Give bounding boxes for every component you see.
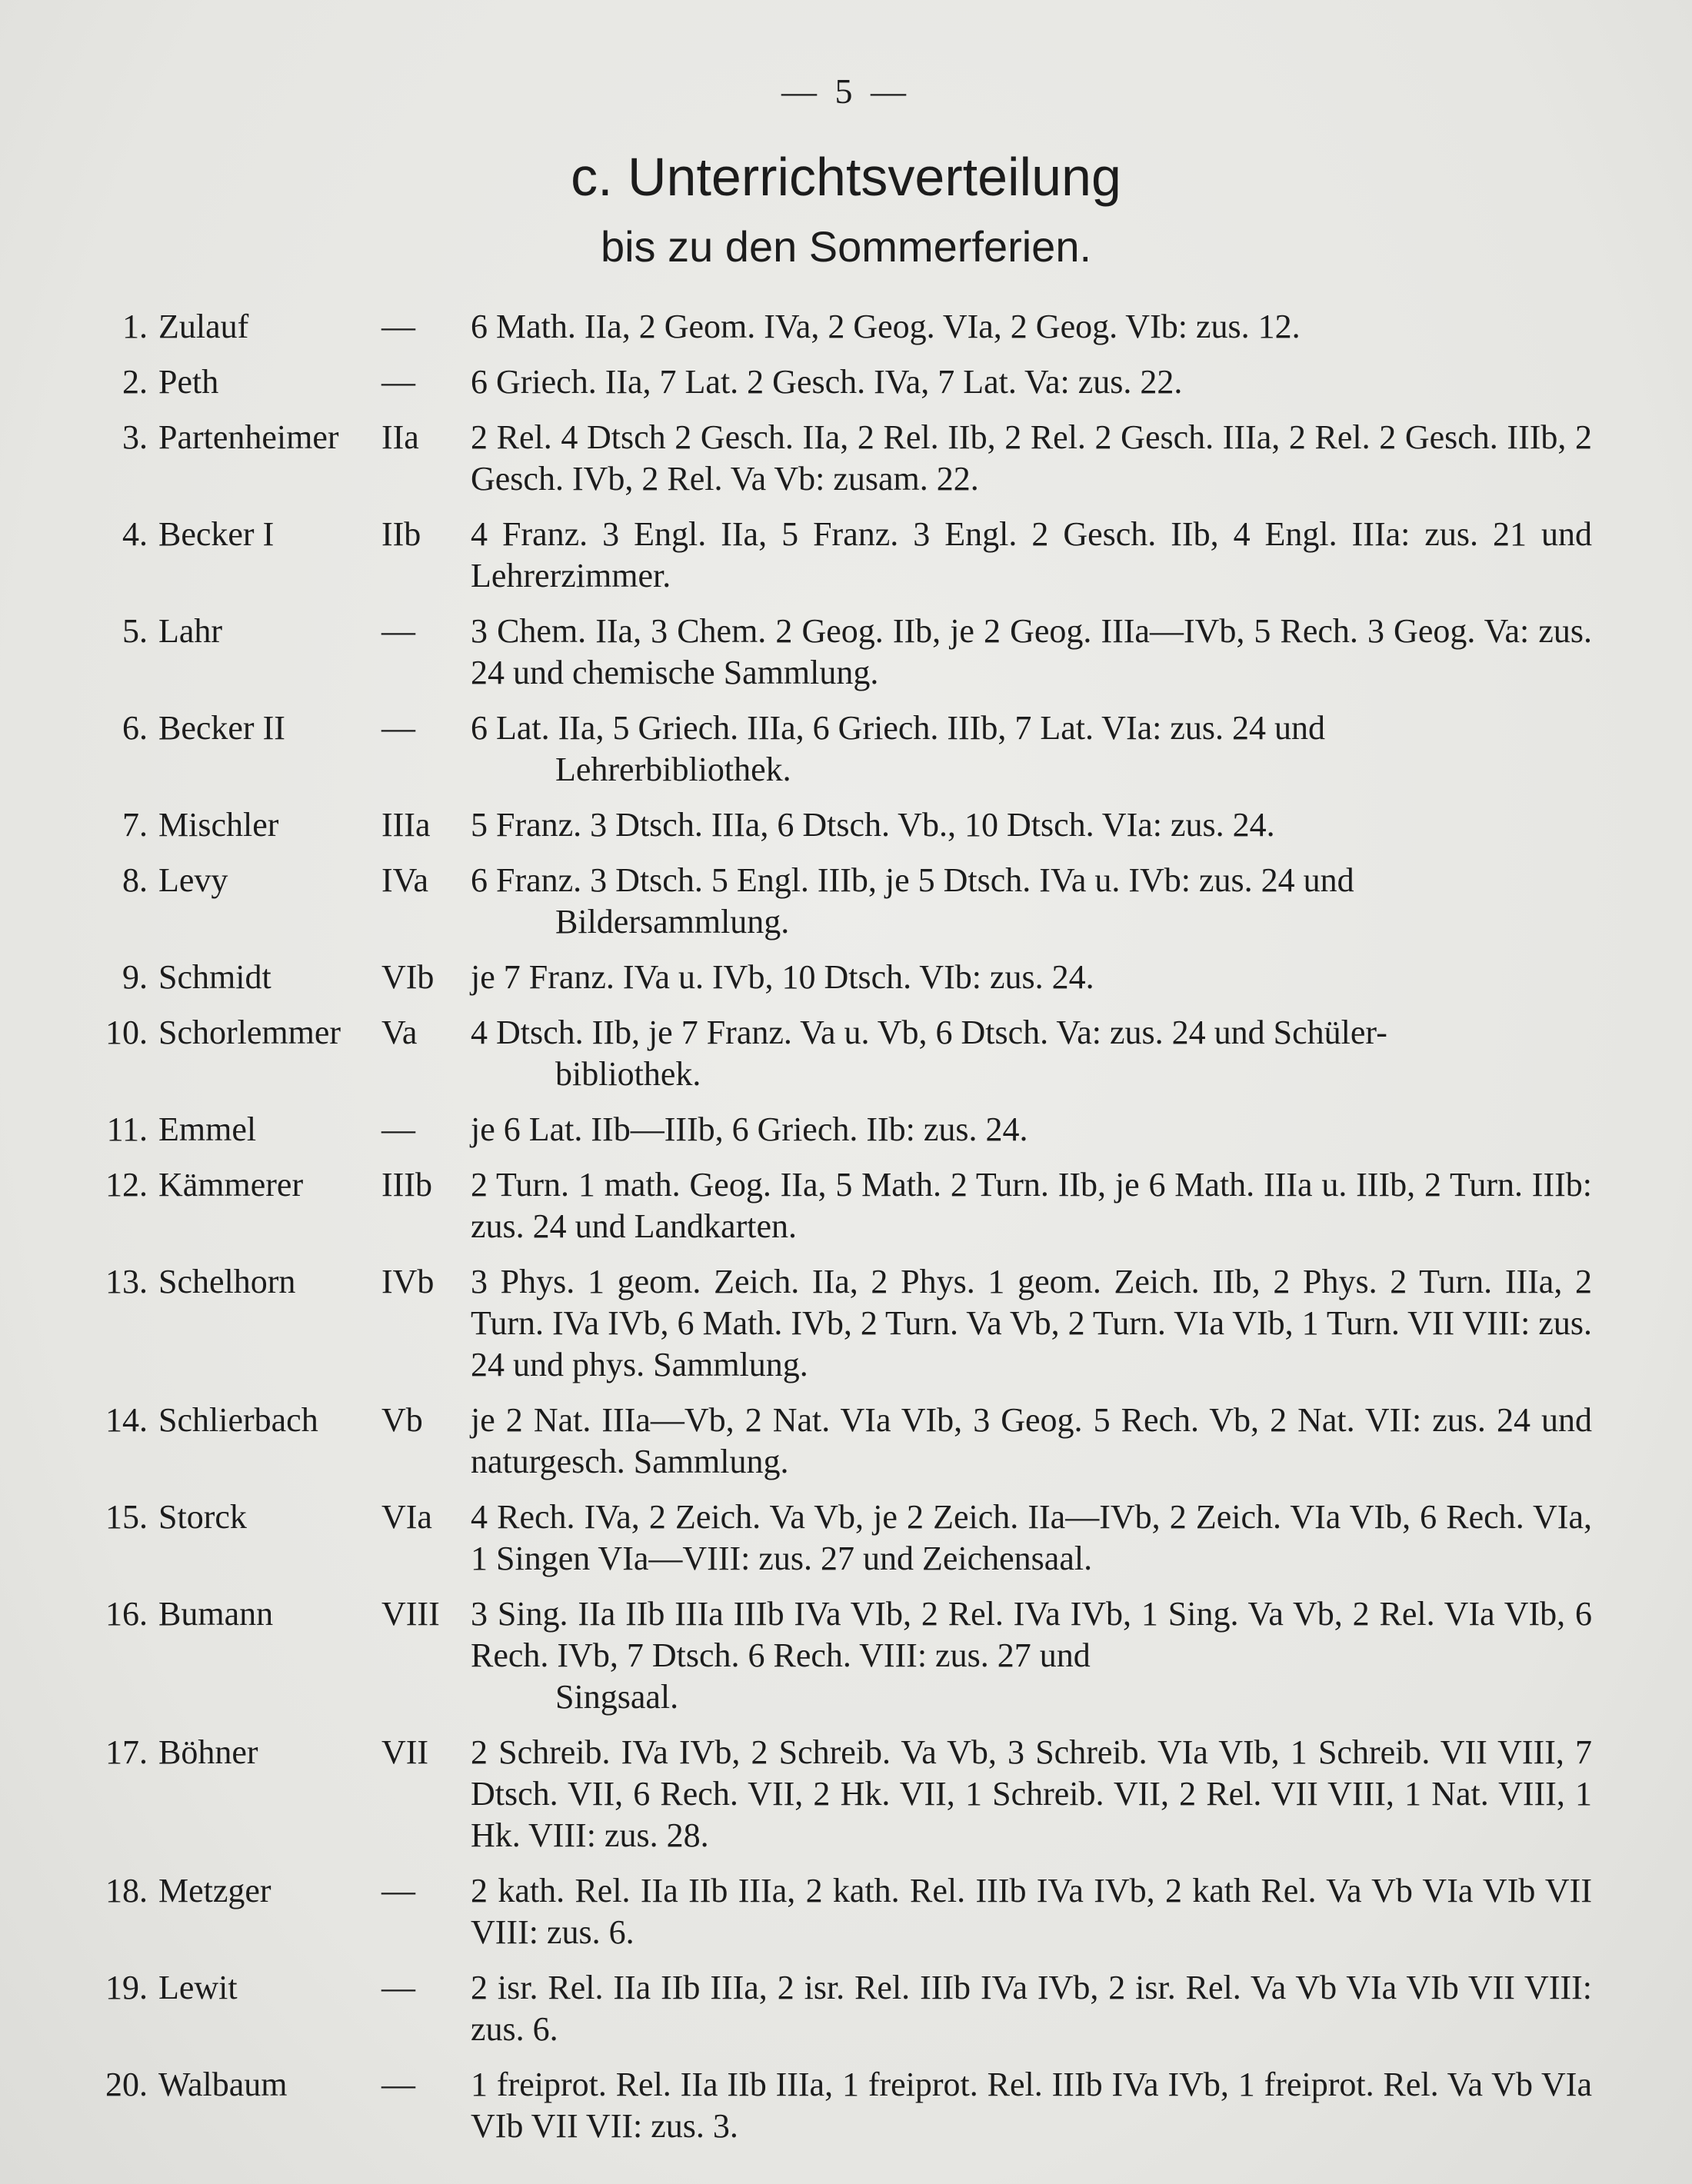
teacher-name: Lewit xyxy=(158,1969,238,2006)
assignment-text: 2 Schreib. IVa IVb, 2 Schreib. Va Vb, 3 Schreib. VIa VIb, 1 Schreib. VII VIII, 7 Dtsch. VII, 6 Rech. VII, 2 Hk. VII, 1 Schreib. VII, 2 Rel. VII VIII, 1 Nat. VIII, 1 Hk. VIII: zus. 28. xyxy=(471,1733,1592,1854)
lesson-assignment xyxy=(471,1012,1592,1095)
teacher-name: Metzger xyxy=(158,1872,271,1909)
list-item xyxy=(77,1967,1592,2050)
teacher-name: Lahr xyxy=(158,612,223,650)
entry-number: 1. xyxy=(122,308,148,345)
class-teacher-of: — xyxy=(381,1872,415,1909)
class-teacher-of: — xyxy=(381,612,415,650)
teacher-name: Kämmerer xyxy=(158,1166,304,1204)
teacher-name: Schorlemmer xyxy=(158,1014,341,1051)
class-teacher-of: Va xyxy=(381,1014,418,1051)
assignment-text: 2 isr. Rel. IIa IIb IIIa, 2 isr. Rel. IIIb IVa IVb, 2 isr. Rel. Va Vb VIa VIb VII VIII: zus. 6. xyxy=(471,1969,1592,2048)
list-item xyxy=(77,1497,1592,1580)
assignment-text: 4 Rech. IVa, 2 Zeich. Va Vb, je 2 Zeich. IIa—IVb, 2 Zeich. VIa VIb, 6 Rech. VIa, 1 Singen VIa—VIII: zus. 27 und Zeichensaal. xyxy=(471,1498,1592,1577)
lesson-assignment xyxy=(471,2064,1592,2147)
class-teacher-of: IIIa xyxy=(381,806,431,844)
entry-number: 5. xyxy=(122,612,148,650)
list-item xyxy=(77,611,1592,694)
teacher-name: Becker I xyxy=(158,515,275,553)
class-teacher-of: — xyxy=(381,308,415,345)
teacher-name: Becker II xyxy=(158,709,285,747)
assignment-text: 5 Franz. 3 Dtsch. IIIa, 6 Dtsch. Vb., 10 Dtsch. VIa: zus. 24. xyxy=(471,806,1275,844)
entry-number: 16. xyxy=(105,1595,148,1633)
assignment-text: 3 Chem. IIa, 3 Chem. 2 Geog. IIb, je 2 Geog. IIIa—IVb, 5 Rech. 3 Geog. Va: zus. 24 und chemische Sammlung. xyxy=(471,612,1592,691)
teacher-list xyxy=(77,306,1592,2161)
entry-number: 4. xyxy=(122,515,148,553)
class-teacher-of: — xyxy=(381,1110,415,1148)
class-teacher-of: IIa xyxy=(381,418,419,456)
entry-number: 19. xyxy=(105,1969,148,2006)
assignment-text: 2 Turn. 1 math. Geog. IIa, 5 Math. 2 Turn. IIb, je 6 Math. IIIa u. IIIb, 2 Turn. IIIb: zus. 24 und Landkarten. xyxy=(471,1166,1592,1245)
lesson-assignment xyxy=(471,804,1592,846)
list-item xyxy=(77,1261,1592,1386)
list-item xyxy=(77,361,1592,403)
lesson-assignment xyxy=(471,1732,1592,1856)
list-item xyxy=(77,1593,1592,1718)
list-item xyxy=(77,1109,1592,1150)
list-item xyxy=(77,2064,1592,2147)
assignment-text: 1 freiprot. Rel. IIa IIb IIIa, 1 freiprot. Rel. IIIb IVa IVb, 1 freiprot. Rel. Va Vb VIa VIb VII VII: zus. 3. xyxy=(471,2066,1592,2145)
class-teacher-of: VIII xyxy=(381,1595,440,1633)
entry-number: 20. xyxy=(105,2066,148,2103)
entry-number: 8. xyxy=(122,861,148,899)
assignment-text: 3 Sing. IIa IIb IIIa IIIb IVa VIb, 2 Rel. IVa IVb, 1 Sing. Va Vb, 2 Rel. VIa VIb, 6 Rech. IVb, 7 Dtsch. 6 Rech. VIII: zus. 27 und xyxy=(471,1595,1592,1674)
class-teacher-of: IIIb xyxy=(381,1166,432,1204)
entry-number: 6. xyxy=(122,709,148,747)
list-item xyxy=(77,1870,1592,1953)
assignment-text: 3 Phys. 1 geom. Zeich. IIa, 2 Phys. 1 geom. Zeich. IIb, 2 Phys. 2 Turn. IIIa, 2 Turn. IVa IVb, 6 Math. IVb, 2 Turn. Va Vb, 2 Turn. VIa VIb, 1 Turn. VII VIII: zus. 24 und phys. Sammlung. xyxy=(471,1263,1592,1383)
class-teacher-of: — xyxy=(381,2066,415,2103)
entry-number: 13. xyxy=(105,1263,148,1300)
teacher-name: Peth xyxy=(158,363,219,401)
entry-number: 2. xyxy=(122,363,148,401)
lesson-assignment xyxy=(471,514,1592,597)
entry-number: 3. xyxy=(122,418,148,456)
assignment-continuation: Bildersammlung. xyxy=(555,903,790,941)
assignment-text: je 6 Lat. IIb—IIIb, 6 Griech. IIb: zus. 24. xyxy=(471,1110,1028,1148)
assignment-continuation: bibliothek. xyxy=(555,1055,701,1093)
page-number: — 5 — xyxy=(781,72,911,111)
teacher-name: Partenheimer xyxy=(158,418,339,456)
lesson-assignment xyxy=(471,1400,1592,1483)
list-item xyxy=(77,804,1592,846)
assignment-text: 2 kath. Rel. IIa IIb IIIa, 2 kath. Rel. IIIb IVa IVb, 2 kath Rel. Va Vb VIa VIb VII VIII: zus. 6. xyxy=(471,1872,1592,1951)
teacher-name: Mischler xyxy=(158,806,279,844)
teacher-name: Emmel xyxy=(158,1110,257,1148)
entry-number: 17. xyxy=(105,1733,148,1771)
teacher-name: Böhner xyxy=(158,1733,258,1771)
lesson-assignment xyxy=(471,306,1592,348)
class-teacher-of: VIb xyxy=(381,958,435,996)
assignment-text: 6 Lat. IIa, 5 Griech. IIIa, 6 Griech. IIIb, 7 Lat. VIa: zus. 24 und xyxy=(471,709,1325,747)
entry-number: 10. xyxy=(105,1014,148,1051)
page-title: c. Unterrichtsverteilung xyxy=(571,147,1121,207)
lesson-assignment xyxy=(471,1967,1592,2050)
entry-number: 18. xyxy=(105,1872,148,1909)
lesson-assignment xyxy=(471,361,1592,403)
assignment-text: je 7 Franz. IVa u. IVb, 10 Dtsch. VIb: zus. 24. xyxy=(471,958,1094,996)
lesson-assignment xyxy=(471,611,1592,694)
entry-number: 9. xyxy=(122,958,148,996)
lesson-assignment xyxy=(471,1261,1592,1386)
assignment-text: 4 Dtsch. IIb, je 7 Franz. Va u. Vb, 6 Dtsch. Va: zus. 24 und Schüler- xyxy=(471,1014,1387,1051)
lesson-assignment xyxy=(471,1109,1592,1150)
lesson-assignment xyxy=(471,957,1592,998)
class-teacher-of: — xyxy=(381,709,415,747)
lesson-assignment xyxy=(471,1164,1592,1247)
class-teacher-of: — xyxy=(381,1969,415,2006)
lesson-assignment xyxy=(471,1593,1592,1718)
list-item xyxy=(77,1400,1592,1483)
entry-number: 12. xyxy=(105,1166,148,1204)
assignment-continuation: Lehrerbibliothek. xyxy=(555,751,791,788)
list-item xyxy=(77,707,1592,791)
entry-number: 11. xyxy=(106,1110,148,1148)
teacher-name: Storck xyxy=(158,1498,247,1536)
teacher-name: Bumann xyxy=(158,1595,274,1633)
teacher-name: Levy xyxy=(158,861,228,899)
class-teacher-of: IIb xyxy=(381,515,421,553)
list-item xyxy=(77,514,1592,597)
assignment-text: 2 Rel. 4 Dtsch 2 Gesch. IIa, 2 Rel. IIb, 2 Rel. 2 Gesch. IIIa, 2 Rel. 2 Gesch. IIIb, 2 Gesch. IVb, 2 Rel. Va Vb: zusam. 22. xyxy=(471,418,1592,498)
teacher-name: Schlierbach xyxy=(158,1401,318,1439)
class-teacher-of: — xyxy=(381,363,415,401)
assignment-text: 6 Griech. IIa, 7 Lat. 2 Gesch. IVa, 7 Lat. Va: zus. 22. xyxy=(471,363,1183,401)
class-teacher-of: VIa xyxy=(381,1498,432,1536)
list-item xyxy=(77,306,1592,348)
assignment-text: 6 Math. IIa, 2 Geom. IVa, 2 Geog. VIa, 2 Geog. VIb: zus. 12. xyxy=(471,308,1301,345)
lesson-assignment xyxy=(471,860,1592,943)
assignment-continuation: Singsaal. xyxy=(555,1678,679,1716)
lesson-assignment xyxy=(471,707,1592,791)
list-item xyxy=(77,957,1592,998)
teacher-name: Schelhorn xyxy=(158,1263,296,1300)
list-item xyxy=(77,1012,1592,1095)
class-teacher-of: IVa xyxy=(381,861,429,899)
assignment-text: 6 Franz. 3 Dtsch. 5 Engl. IIIb, je 5 Dtsch. IVa u. IVb: zus. 24 und xyxy=(471,861,1354,899)
entry-number: 7. xyxy=(122,806,148,844)
lesson-assignment xyxy=(471,1870,1592,1953)
list-item xyxy=(77,417,1592,500)
teacher-name: Schmidt xyxy=(158,958,271,996)
assignment-text: 4 Franz. 3 Engl. IIa, 5 Franz. 3 Engl. 2 Gesch. IIb, 4 Engl. IIIa: zus. 21 und Lehrerzimmer. xyxy=(471,515,1592,594)
list-item xyxy=(77,860,1592,943)
entry-number: 15. xyxy=(105,1498,148,1536)
entry-number: 14. xyxy=(105,1401,148,1439)
class-teacher-of: Vb xyxy=(381,1401,423,1439)
lesson-assignment xyxy=(471,1497,1592,1580)
lesson-assignment xyxy=(471,417,1592,500)
page-subtitle: bis zu den Sommerferien. xyxy=(600,222,1092,271)
class-teacher-of: IVb xyxy=(381,1263,435,1300)
teacher-name: Walbaum xyxy=(158,2066,288,2103)
teacher-name: Zulauf xyxy=(158,308,249,345)
list-item xyxy=(77,1164,1592,1247)
list-item xyxy=(77,1732,1592,1856)
assignment-text: je 2 Nat. IIIa—Vb, 2 Nat. VIa VIb, 3 Geog. 5 Rech. Vb, 2 Nat. VII: zus. 24 und naturgesch. Sammlung. xyxy=(471,1401,1592,1480)
class-teacher-of: VII xyxy=(381,1733,429,1771)
